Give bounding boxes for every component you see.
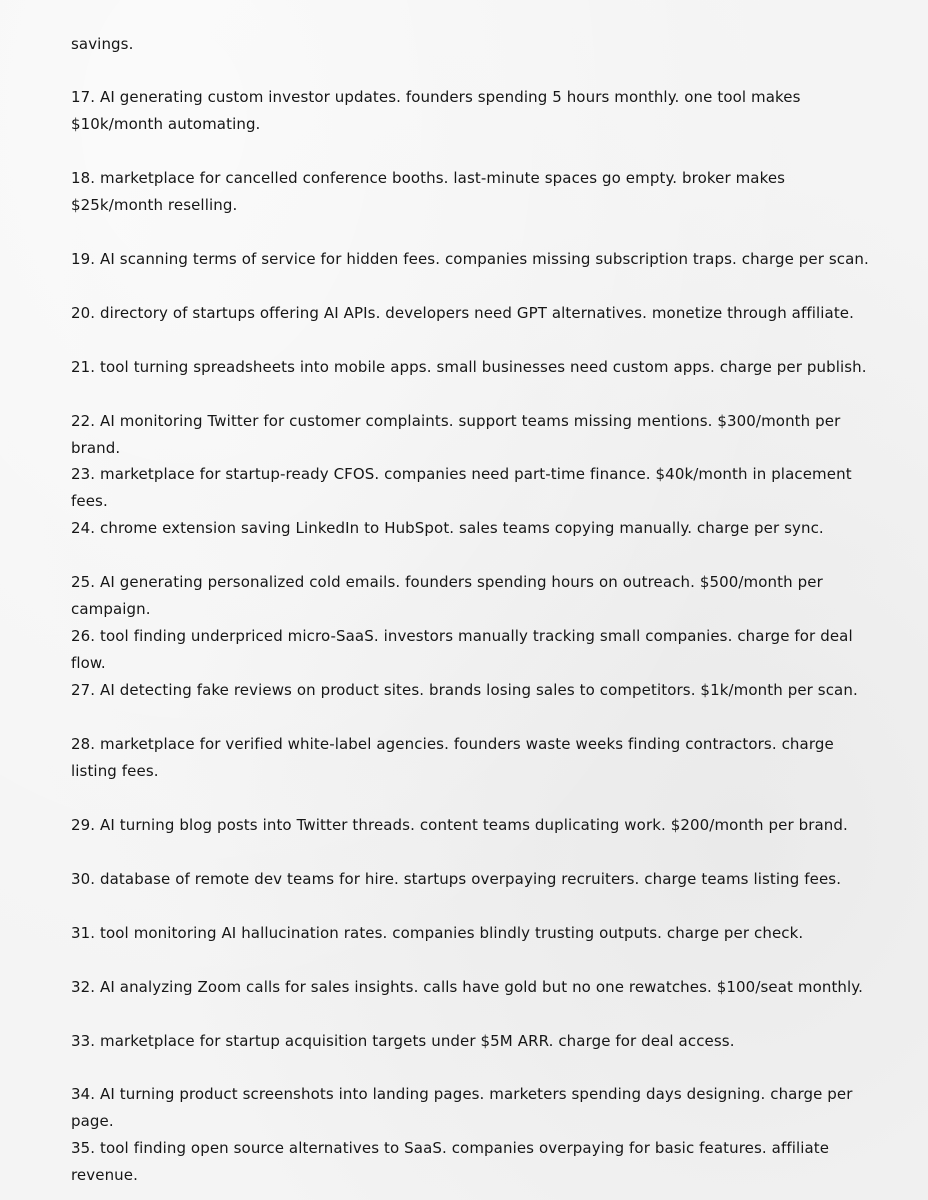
list-item-19: 19. AI scanning terms of service for hidden fees. companies missing subscription traps. charge per scan. bbox=[71, 250, 869, 268]
list-item-32: 32. AI analyzing Zoom calls for sales insights. calls have gold but no one rewatches. $100/seat monthly. bbox=[71, 978, 864, 996]
list-item-35: 35. tool finding open source alternatives to SaaS. companies overpaying for basic features. affiliate revenue. bbox=[71, 1139, 830, 1184]
list-item-25: 25. AI generating personalized cold emails. founders spending hours on outreach. $500/month per campaign. bbox=[71, 573, 823, 618]
list-item-23: 23. marketplace for startup-ready CFOS. companies need part-time finance. $40k/month in placement fees. bbox=[71, 465, 852, 510]
list-item-20: 20. directory of startups offering AI APIs. developers need GPT alternatives. monetize through affiliate. bbox=[71, 304, 855, 322]
list-item-29: 29. AI turning blog posts into Twitter threads. content teams duplicating work. $200/month per brand. bbox=[71, 816, 848, 834]
list-item-18: 18. marketplace for cancelled conference booths. last-minute spaces go empty. broker makes $25k/month reselling. bbox=[71, 169, 786, 214]
list-item-22: 22. AI monitoring Twitter for customer complaints. support teams missing mentions. $300/month per brand. bbox=[71, 412, 841, 457]
list-item-27: 27. AI detecting fake reviews on product sites. brands losing sales to competitors. $1k/month per scan. bbox=[71, 681, 858, 699]
list-item-21: 21. tool turning spreadsheets into mobile apps. small businesses need custom apps. charge per publish. bbox=[71, 358, 867, 376]
list-item-26: 26. tool finding underpriced micro-SaaS. investors manually tracking small companies. charge for deal flow. bbox=[71, 627, 853, 672]
list-item-31: 31. tool monitoring AI hallucination rates. companies blindly trusting outputs. charge per check. bbox=[71, 924, 804, 942]
text-line-savings: savings. bbox=[71, 35, 134, 53]
list-item-34: 34. AI turning product screenshots into landing pages. marketers spending days designing. charge per page. bbox=[71, 1085, 853, 1130]
list-item-30: 30. database of remote dev teams for hire. startups overpaying recruiters. charge teams listing fees. bbox=[71, 870, 842, 888]
list-item-17: 17. AI generating custom investor updates. founders spending 5 hours monthly. one tool makes $10k/month automating. bbox=[71, 88, 801, 133]
list-item-28: 28. marketplace for verified white-label agencies. founders waste weeks finding contractors. charge listing fees. bbox=[71, 735, 834, 780]
list-item-24: 24. chrome extension saving LinkedIn to HubSpot. sales teams copying manually. charge per sync. bbox=[71, 519, 824, 537]
list-item-33: 33. marketplace for startup acquisition targets under $5M ARR. charge for deal access. bbox=[71, 1032, 735, 1050]
